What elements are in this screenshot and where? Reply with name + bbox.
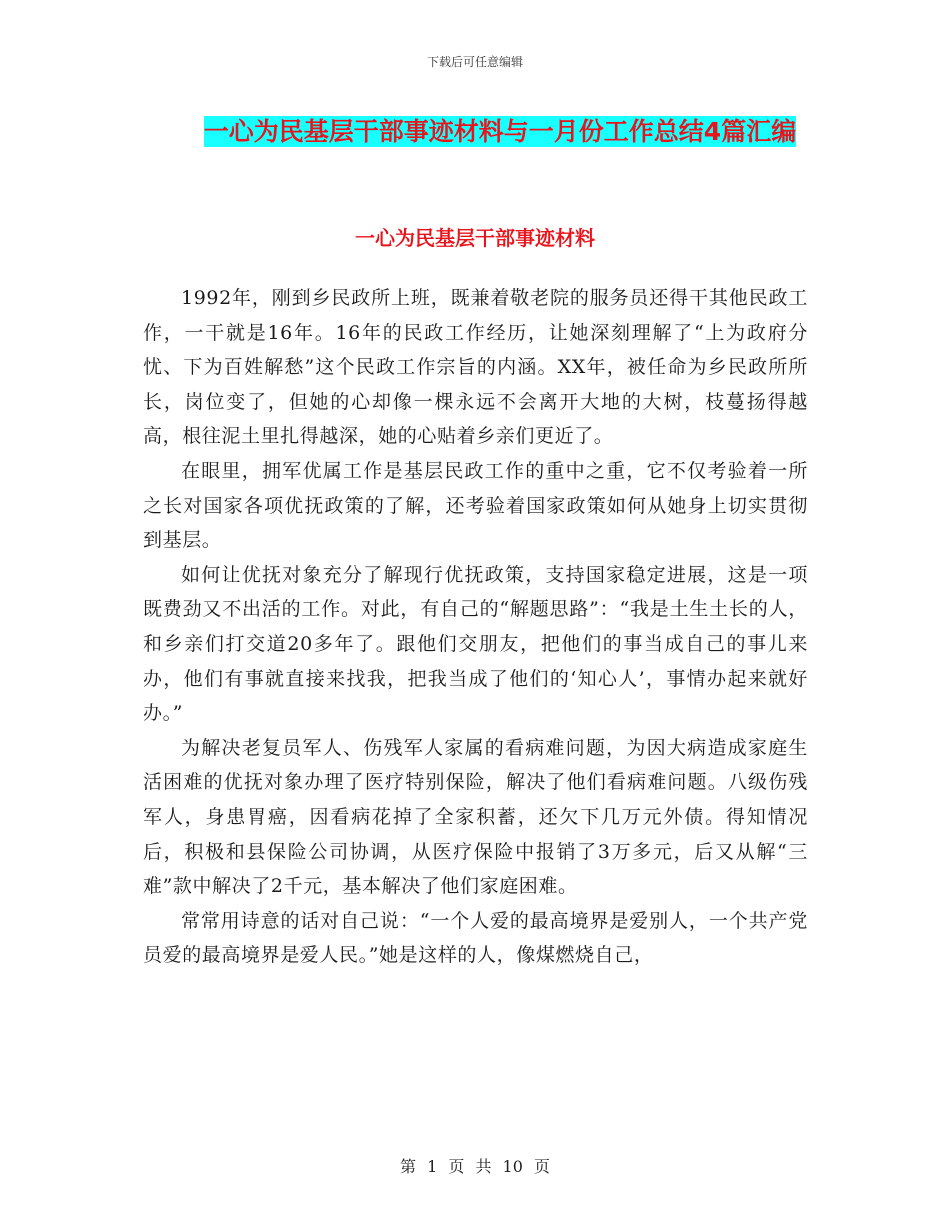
paragraph: 常常用诗意的话对自己说：“一个人爱的最高境界是爱别人，一个共产党员爱的最高境界是爱人民。”她是这样的人，像煤燃烧自己，: [143, 909, 808, 967]
document-title-text: 一心为民基层干部事迹材料与一月份工作总结4篇汇编: [203, 117, 797, 146]
paragraph: 在眼里，拥军优属工作是基层民政工作的重中之重，它不仅考验着一所之长对国家各项优抚政策的了解，还考验着国家政策如何从她身上切实贯彻到基层。: [143, 459, 808, 552]
paragraph: 如何让优抚对象充分了解现行优抚政策，支持国家稳定进展，这是一项既费劲又不出活的工作。对此，有自己的“解题思路”：“我是土生土长的人，和乡亲们打交道20多年了。跟他们交朋友，把他们的事当成自己的事儿来办，他们有事就直接来找我，把我当成了他们的‘知心人’，事情办起来就好办。”: [143, 563, 808, 725]
document-title: [190, 112, 810, 151]
paragraph: 1992年，刚到乡民政所上班，既兼着敬老院的服务员还得干其他民政工作，一干就是16年。16年的民政工作经历，让她深刻理解了“上为政府分忧、下为百姓解愁”这个民政工作宗旨的内涵。XX年，被任命为乡民政所所长，岗位变了，但她的心却像一棵永远不会离开大地的大树，枝蔓扬得越高，根往泥土里扎得越深，她的心贴着乡亲们更近了。: [143, 287, 808, 448]
paragraph: 为解决老复员军人、伤残军人家属的看病难问题，为因大病造成家庭生活困难的优抚对象办理了医疗特别保险，解决了他们看病难问题。八级伤残军人，身患胃癌，因看病花掉了全家积蓄，还欠下几万元外债。得知情况后，积极和县保险公司协调，从医疗保险中报销了3万多元，后又从解“三难”款中解决了2千元，基本解决了他们家庭困难。: [143, 736, 808, 898]
page-number-footer: 第 1 页 共 10 页: [400, 1157, 550, 1176]
header-note: 下载后可任意编辑: [426, 55, 523, 69]
document-body: [143, 281, 808, 973]
section-title: 一心为民基层干部事迹材料: [355, 226, 595, 250]
